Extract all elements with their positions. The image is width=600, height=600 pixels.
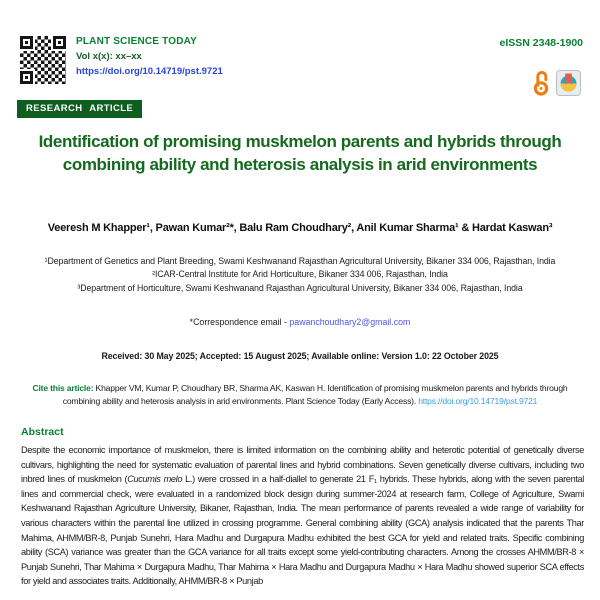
header-badges <box>533 68 581 101</box>
article-title: Identification of promising muskmelon parents and hybrids through combining ability and heterosis analysis in arid environments <box>38 132 562 174</box>
cite-label: Cite this article: <box>32 383 96 393</box>
correspondence-line <box>0 317 600 327</box>
header-doi-link[interactable]: https://doi.org/10.14719/pst.9721 <box>76 65 223 77</box>
correspondence-email-link[interactable]: pawanchoudhary2@gmail.com <box>289 317 411 327</box>
affiliation-1: ¹Department of Genetics and Plant Breeding, Swami Keshwanand Rajasthan Agricultural University, Bikaner 334 006, Rajasthan, India <box>44 256 556 266</box>
abstract-heading: Abstract <box>21 426 64 438</box>
volume-issue: Vol x(x): xx–xx <box>76 51 142 62</box>
dates-line: Received: 30 May 2025; Accepted: 15 August 2025; Available online: Version 1.0: 22 October 2025 <box>101 351 499 361</box>
qr-finder-icon <box>53 36 66 49</box>
article-type-banner: RESEARCH ARTICLE <box>17 100 142 118</box>
qr-finder-icon <box>20 36 33 49</box>
cite-doi-link[interactable]: https://doi.org/10.14719/pst.9721 <box>418 395 538 406</box>
authors-line: Veeresh M Khapper¹, Pawan Kumar²*, Balu Ram Choudhary², Anil Kumar Sharma¹ & Hardat Kaswan³ <box>47 222 553 234</box>
qr-code <box>20 36 66 84</box>
correspondence-label: *Correspondence email - <box>189 317 290 327</box>
qr-finder-icon <box>20 71 33 84</box>
affiliation-2: ²ICAR-Central Institute for Arid Horticulture, Bikaner 334 006, Rajasthan, India <box>152 269 448 280</box>
open-access-icon <box>533 68 549 101</box>
crossmark-icon[interactable] <box>556 70 581 101</box>
abstract-part-1: Despite the economic importance of muskmelon, there is limited information on the combining ability and heterotic potential of genetically diverse cultivars, highlighting the need for systematic evaluation of parental lines and hybrid combinations. Seven genetically diverse cultivars, including two inbred lines of muskmelon ( <box>21 445 584 485</box>
journal-name: PLANT SCIENCE TODAY <box>76 36 198 47</box>
publication-info <box>76 37 223 78</box>
affiliations <box>0 255 600 295</box>
eissn-label: eISSN 2348-1900 <box>499 37 583 49</box>
abstract-text <box>21 443 584 591</box>
abstract-part-2: L.) were crossed in a half-diallel to generate 21 F₁ hybrids. These hybrids, along with the seven parental lines and commercial check, were evaluated in a randomized block design during summer-2024 at research farm, College of Agriculture, Swami Keshwanand Rajasthan Agriculture University, Bikaner, Rajasthan, India. The mean performance of parents revealed a wide range of variability for various characters within the parental line utilized in crossing programme. General combining ability (GCA) analysis indicated that the parents Thar Mahima, AHMM/BR-8, Punjab Sunehri, Hara Madhu and Durgapura Madhu exhibited the best GCA for yield and related traits. Specific combining ability (SCA) variance was greater than the GCA variance for all traits except some yield-contributing characters. Among the crosses AHMM/BR-8 × Punjab Sunehri, Thar Mahima × Durgapura Madhu, Thar Mahima × Hara Madhu and Durgapura Madhu × Hara Madhu showed superior SCA effects for yield and associates traits. Additionally, AHMM/BR-8 × Punjab <box>21 474 584 587</box>
species-name: Cucumis melo <box>127 474 183 485</box>
cite-text: Khapper VM, Kumar P, Choudhary BR, Sharma AK, Kaswan H. Identification of promising muskmelon parents and hybrids through combining ability and heterosis analysis in arid environments. Plant Science Today (Early Access). <box>62 383 568 406</box>
affiliation-3: ³Department of Horticulture, Swami Keshwanand Rajasthan Agricultural University, Bikaner 334 006, Rajasthan, India <box>77 282 523 293</box>
citation-block <box>19 382 581 407</box>
